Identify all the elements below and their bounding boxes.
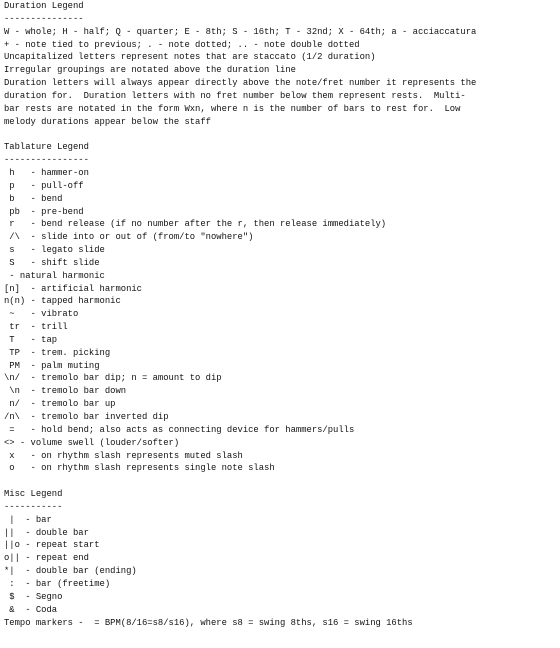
document-line: Duration Legend: [4, 1, 84, 11]
document-line: Misc Legend: [4, 489, 63, 500]
document-line: - natural harmonic: [4, 270, 105, 281]
document-line: $ - Segno: [4, 591, 63, 602]
document-line: ||o - repeat start: [4, 540, 100, 551]
document-line: \n - tremolo bar down: [4, 386, 127, 397]
document-line: Uncapitalized letters represent notes that are staccato (1/2 duration): [4, 52, 376, 63]
document-line: W - whole; H - half; Q - quarter; E - 8th; S - 16th; T - 32nd; X - 64th; a - acciaccatura: [4, 26, 477, 37]
document-line: o - on rhythm slash represents single note slash: [4, 463, 275, 474]
document-line: = - hold bend; also acts as connecting device for hammers/pulls: [4, 424, 355, 435]
document-line: Irregular groupings are notated above the duration line: [4, 65, 296, 76]
document-line: s - legato slide: [4, 245, 105, 256]
document-line: Tempo markers - = BPM(8/16=s8/s16), where s8 = swing 8ths, s16 = swing 16ths: [4, 617, 413, 628]
document-line: | - bar: [4, 514, 52, 525]
document-line: -----------: [4, 501, 63, 512]
document-line: Duration letters will always appear directly above the note/fret number it represents the: [4, 78, 477, 89]
document-line: h - hammer-on: [4, 167, 89, 178]
document-line: /\ - slide into or out of (from/to "nowhere"): [4, 232, 254, 243]
document-line: bar rests are notated in the form Wxn, where n is the number of bars to rest for. Low: [4, 103, 461, 114]
document-line: n(n) - tapped harmonic: [4, 296, 121, 307]
document-line: ---------------: [4, 13, 84, 24]
document-line: n/ - tremolo bar up: [4, 399, 116, 410]
document-line: /n\ - tremolo bar inverted dip: [4, 412, 169, 422]
document-line: *| - double bar (ending): [4, 566, 137, 577]
document-line: || - double bar: [4, 527, 89, 538]
document-line: ----------------: [4, 155, 89, 166]
document-line: <> - volume swell (louder/softer): [4, 437, 180, 448]
document-line: o|| - repeat end: [4, 553, 89, 564]
document-line: pb - pre-bend: [4, 206, 84, 217]
document-line: duration for. Duration letters with no fret number below them represent rests. Multi-: [4, 90, 466, 101]
document-line: p - pull-off: [4, 180, 84, 191]
legend-document: [4, 0, 556, 629]
document-line: r - bend release (if no number after the r, then release immediately): [4, 219, 387, 230]
document-line: [4, 128, 556, 141]
document-line: Tablature Legend: [4, 142, 89, 153]
document-line: & - Coda: [4, 604, 58, 615]
document-line: [n] - artificial harmonic: [4, 283, 142, 294]
document-line: : - bar (freetime): [4, 578, 111, 589]
document-line: \n/ - tremolo bar dip; n = amount to dip: [4, 373, 222, 384]
document-line: TP - trem. picking: [4, 347, 111, 358]
document-line: S - shift slide: [4, 257, 100, 268]
document-line: ~ - vibrato: [4, 309, 79, 320]
document-line: PM - palm muting: [4, 360, 100, 371]
document-line: melody durations appear below the staff: [4, 116, 211, 127]
document-line: [4, 475, 556, 488]
document-line: b - bend: [4, 193, 63, 204]
document-line: tr - trill: [4, 322, 68, 333]
document-line: + - note tied to previous; . - note dotted; .. - note double dotted: [4, 39, 360, 50]
document-line: x - on rhythm slash represents muted slash: [4, 450, 243, 461]
document-line: T - tap: [4, 334, 58, 345]
